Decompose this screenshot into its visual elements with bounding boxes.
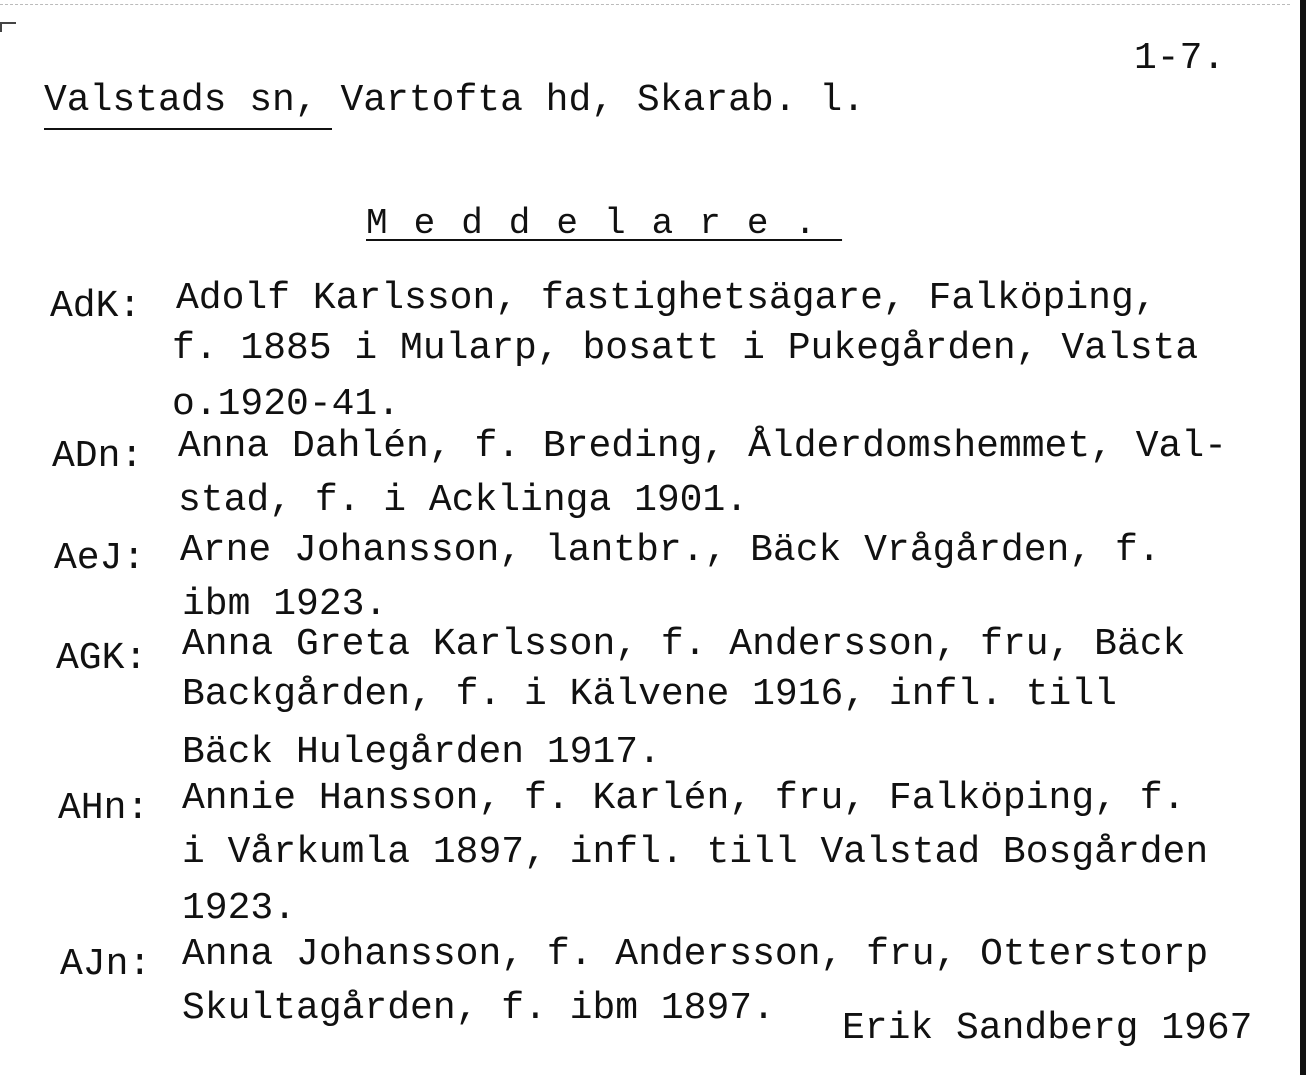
card-right-edge [1300, 0, 1306, 1075]
entry-line: Anna Dahlén, f. Breding, Ålderdomshemmet, Val- [178, 425, 1227, 468]
card-corner-mark [0, 22, 16, 32]
entry-code: AdK: [50, 285, 142, 328]
section-title: Meddelare. [366, 203, 843, 244]
entry-line: Anna Greta Karlsson, f. Andersson, fru, Bäck [182, 623, 1186, 666]
entry-code: AHn: [58, 787, 150, 830]
entry-line: stad, f. i Acklinga 1901. [178, 479, 749, 522]
entry-code: AeJ: [54, 537, 146, 580]
entry-code: AGK: [56, 637, 148, 680]
entry-line: Backgården, f. i Kälvene 1916, infl. till [182, 673, 1117, 716]
signature: Erik Sandberg 1967 [842, 1007, 1253, 1050]
entry-line: f. 1885 i Mularp, bosatt i Pukegården, Valsta [172, 327, 1199, 370]
entry-line: Arne Johansson, lantbr., Bäck Vrågården, f. [180, 529, 1161, 572]
entry-line: 1923. [182, 887, 297, 930]
entry-code: AJn: [60, 943, 152, 986]
entry-line: Skultagården, f. ibm 1897. [182, 987, 775, 1030]
entry-line: Bäck Hulegården 1917. [182, 731, 661, 774]
entry-line: ibm 1923. [182, 583, 388, 626]
entry-line: Annie Hansson, f. Karlén, fru, Falköping, f. [182, 777, 1186, 820]
entry-line: o.1920-41. [172, 383, 401, 426]
entry-line: Adolf Karlsson, fastighetsägare, Falköping, [176, 277, 1157, 320]
entry-line: i Vårkumla 1897, infl. till Valstad Bosgården [182, 831, 1209, 874]
card-number: 1-7. [1134, 37, 1226, 80]
card-top-edge [0, 4, 1290, 6]
entry-code: ADn: [52, 435, 144, 478]
heading-underline [44, 128, 332, 130]
card-heading: Valstads sn, Vartofta hd, Skarab. l. [44, 79, 865, 122]
entry-line: Anna Johansson, f. Andersson, fru, Otterstorp [182, 933, 1209, 976]
